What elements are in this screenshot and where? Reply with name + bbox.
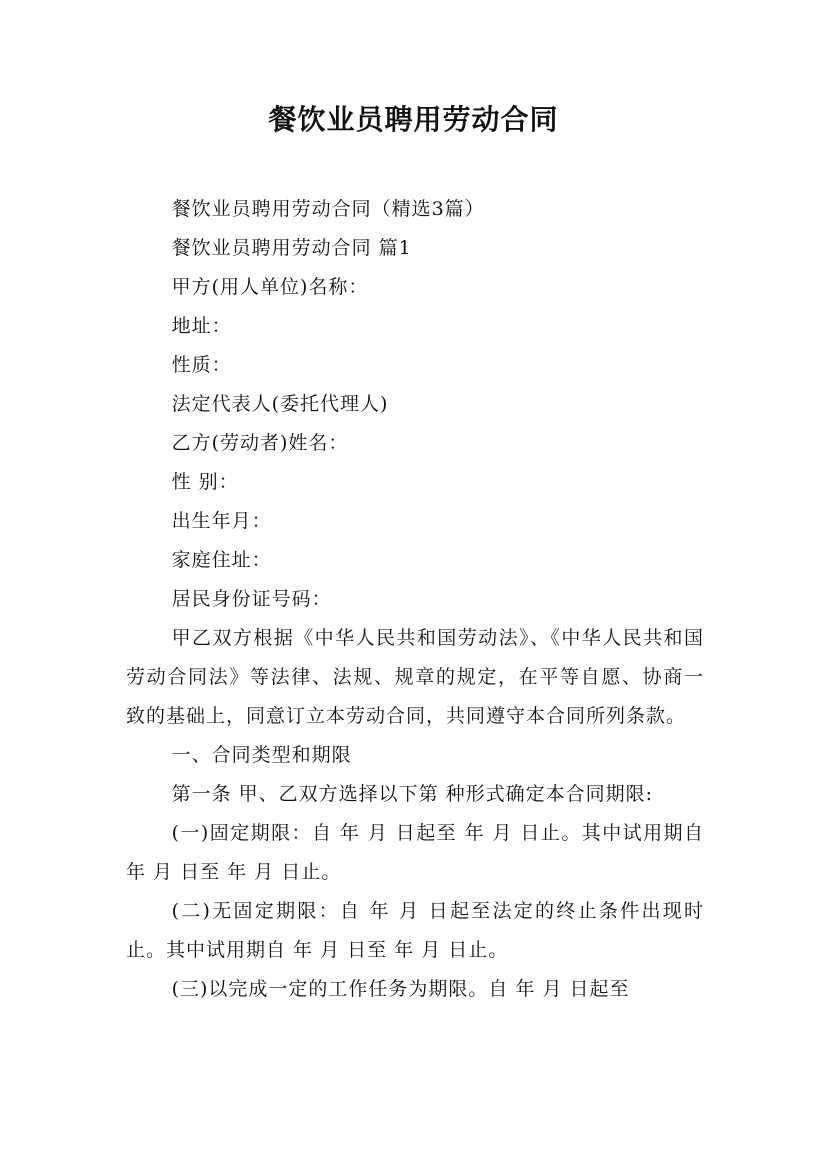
paragraph: 性质： — [171, 354, 232, 376]
paragraph: 居民身份证号码： — [171, 588, 332, 610]
document-body — [126, 190, 704, 1009]
paragraph: 第一条 甲、乙双方选择以下第 种形式确定本合同期限: — [171, 783, 654, 805]
paragraph: 餐饮业员聘用劳动合同 篇1 — [171, 237, 412, 259]
document-title: 餐饮业员聘用劳动合同 — [268, 103, 559, 136]
paragraph: (一)固定期限：自 年 月 日起至 年 月 日止。其中试用期自 年 月 日至 年 月 日止。 — [126, 822, 704, 883]
paragraph: 地址： — [171, 315, 232, 337]
paragraph: 性 别： — [171, 471, 239, 493]
paragraph: 甲方(用人单位)名称： — [171, 276, 369, 298]
paragraph: 法定代表人(委托代理人) — [171, 393, 389, 415]
paragraph: (三)以完成一定的工作任务为期限。自 年 月 日起至 — [171, 978, 630, 1000]
paragraph: 餐饮业员聘用劳动合同（精选3篇） — [171, 198, 485, 220]
paragraph: (二)无固定期限：自 年 月 日起至法定的终止条件出现时止。其中试用期自 年 月 日至 年 月 日止。 — [126, 900, 704, 961]
paragraph: 出生年月： — [171, 510, 272, 532]
paragraph: 甲乙双方根据《中华人民共和国劳动法》、《中华人民共和国劳动合同法》等法律、法规、规章的规定，在平等自愿、协商一致的基础上，同意订立本劳动合同，共同遵守本合同所列条款。 — [126, 627, 704, 727]
paragraph: 家庭住址： — [171, 549, 272, 571]
paragraph: 一、合同类型和期限 — [171, 744, 352, 766]
paragraph: 乙方(劳动者)姓名： — [171, 432, 349, 454]
